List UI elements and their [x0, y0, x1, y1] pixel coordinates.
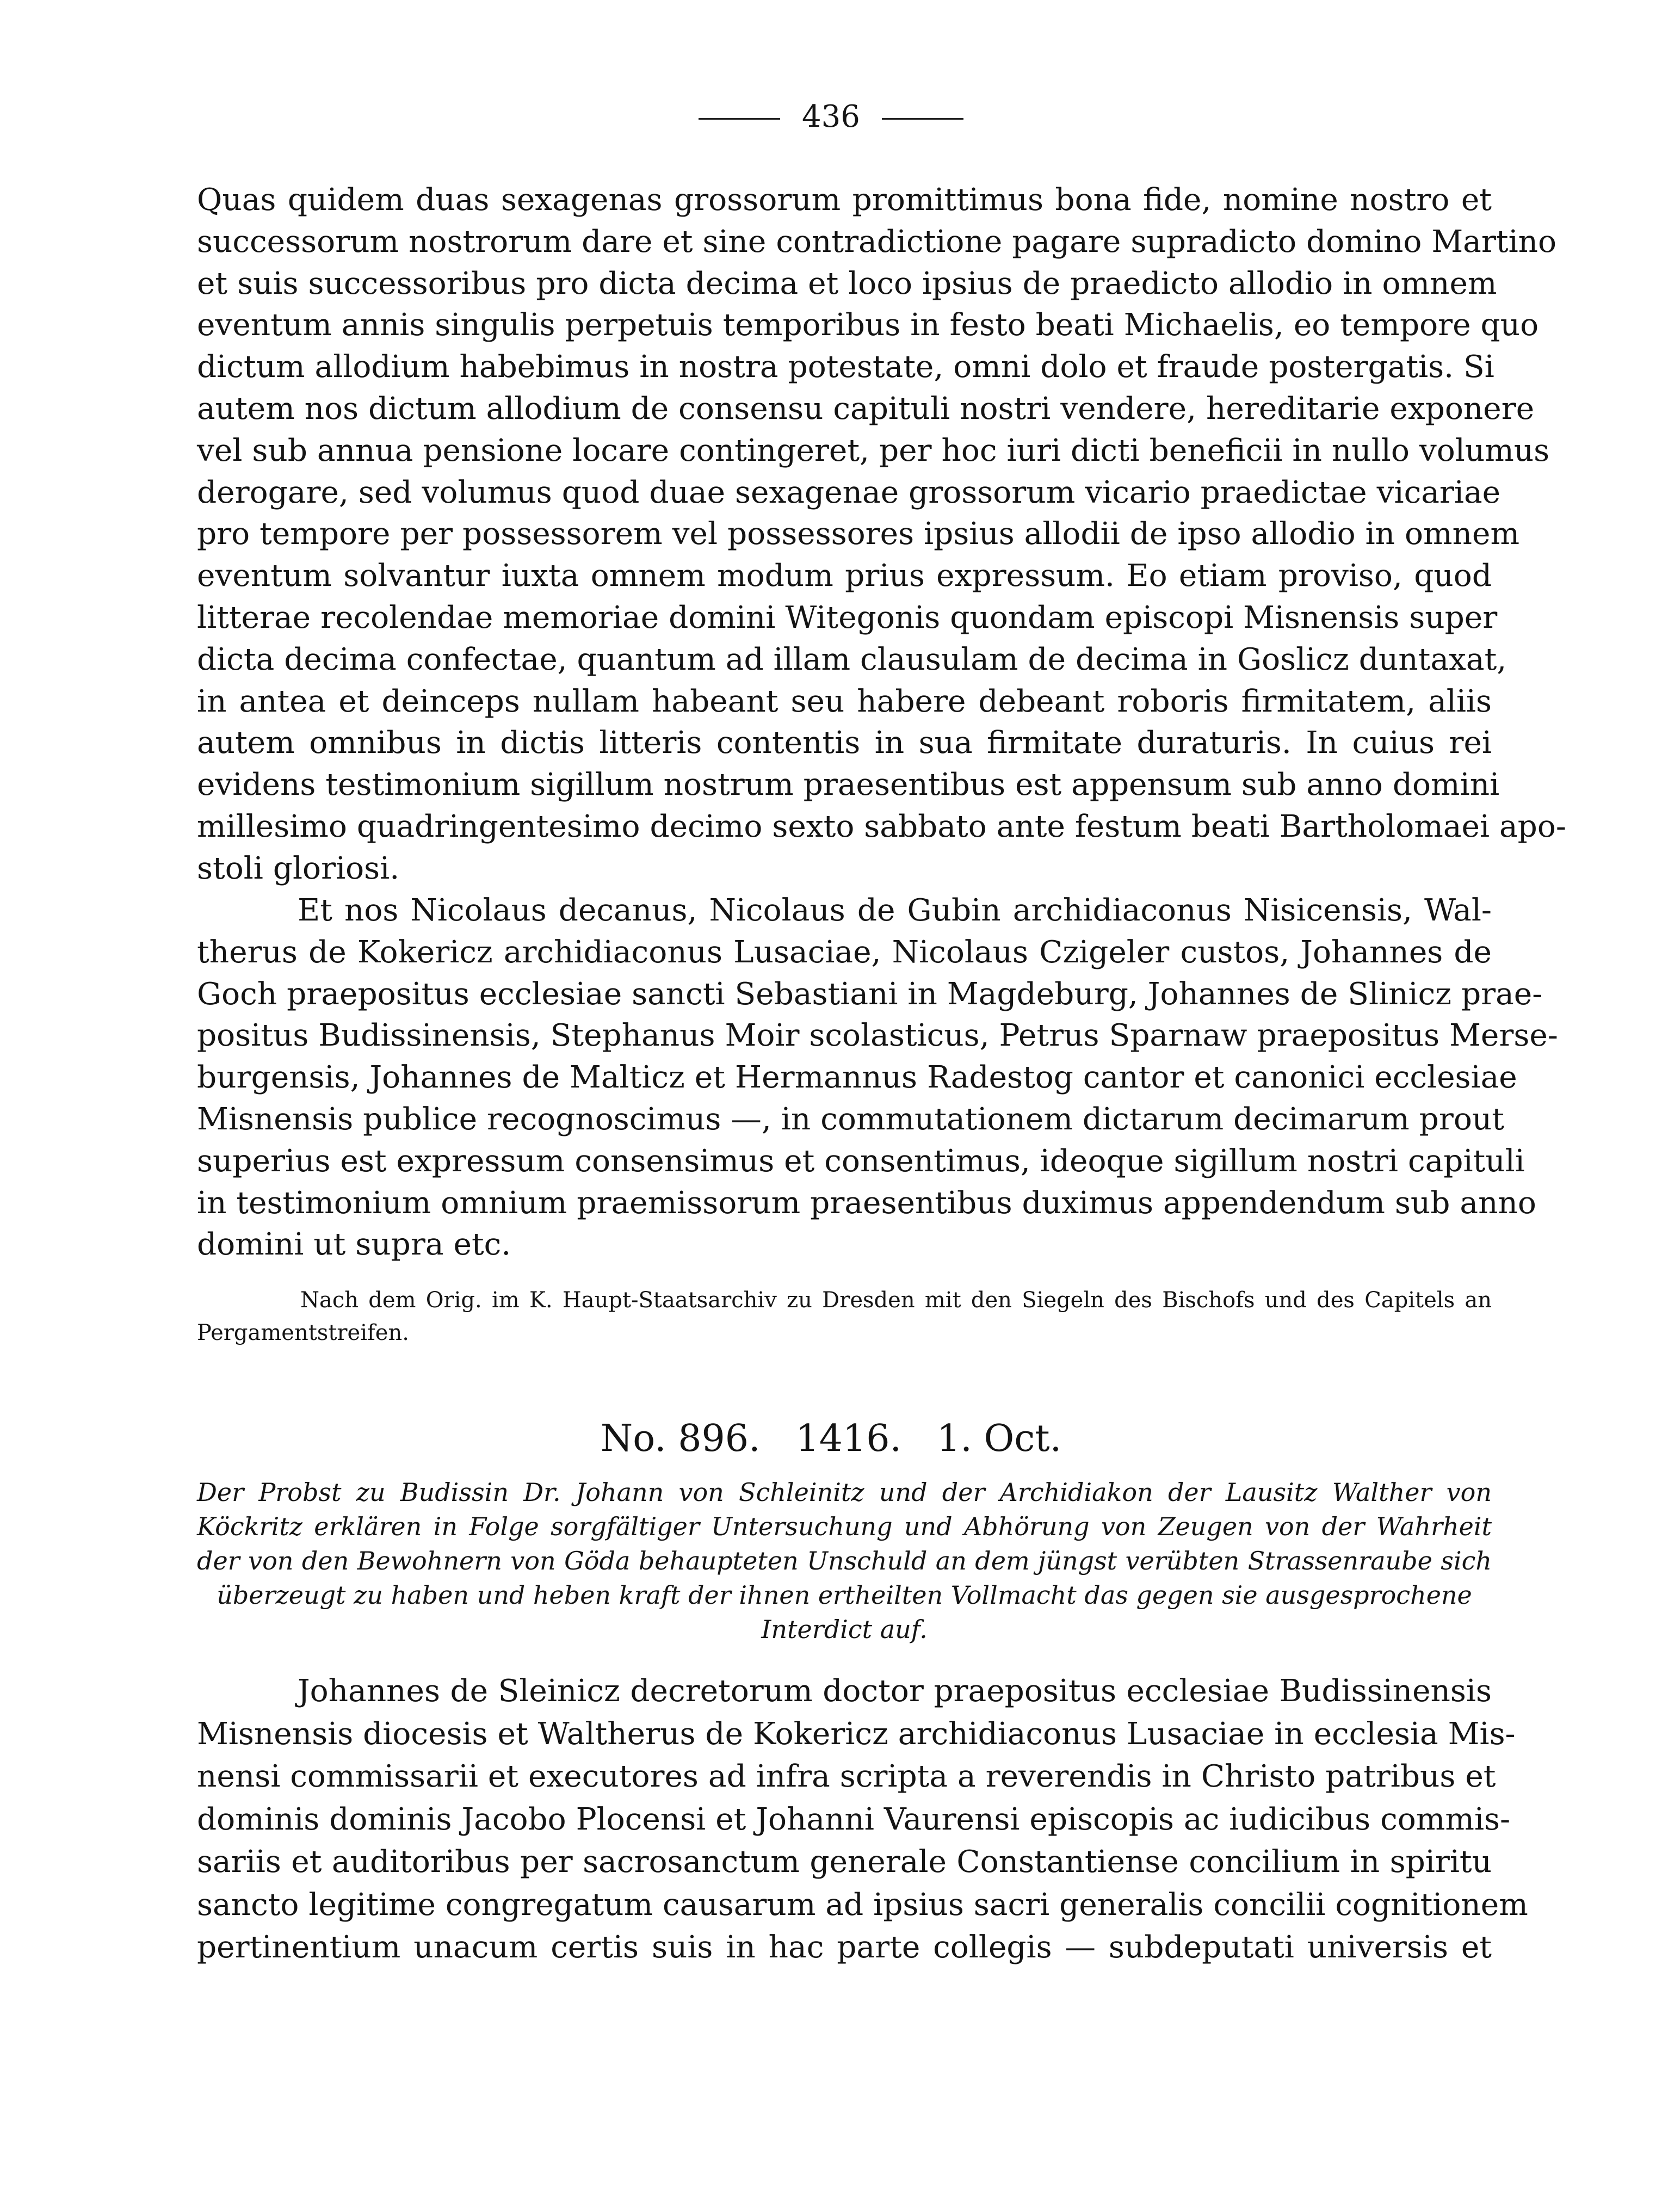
text-line: et suis successoribus pro dicta decima et loco ipsius de praedicto allodio in omnem [197, 265, 1497, 301]
summary-line: der von den Bewohnern von Göda behaupteten Unschuld an dem jüngst verübten Strassenraube sich [197, 1546, 1492, 1575]
text-line: Misnensis publice recognoscimus —, in commutationem dictarum decimarum prout [197, 1101, 1504, 1137]
text-line: eventum annis singulis perpetuis temporibus in festo beati Michaelis, eo tempore quo [197, 307, 1539, 343]
text-line: dominis dominis Jacobo Plocensi et Johanni Vaurensi episcopis ac iudicibus commis- [197, 1801, 1511, 1837]
header-rule-left [699, 118, 780, 120]
text-line: autem nos dictum allodium de consensu capituli nostri vendere, hereditarie exponere [197, 391, 1535, 427]
text-line: domini ut supra etc. [197, 1227, 511, 1263]
text-line: litterae recolendae memoriae domini Witegonis quondam episcopi Misnensis super [197, 600, 1498, 635]
summary-line: Köckritz erklären in Folge sorgfältiger Untersuchung und Abhörung von Zeugen von der Wahrheit [197, 1512, 1492, 1541]
text-line: superius est expressum consensimus et consentimus, ideoque sigillum nostri capituli [197, 1143, 1525, 1179]
text-line: sariis et auditoribus per sacrosanctum generale Constantiense concilium in spiritu [197, 1844, 1492, 1880]
text-line: Et nos Nicolaus decanus, Nicolaus de Gubin archidiaconus Nisicensis, Wal- [298, 893, 1492, 928]
source-note [197, 1284, 1492, 1349]
text-line: in testimonium omnium praemissorum praesentibus duximus appendendum sub anno [197, 1185, 1536, 1221]
text-line: stoli gloriosi. [197, 850, 400, 886]
summary-line: Der Probst zu Budissin Dr. Johann von Schleinitz und der Archidiakon der Lausitz Walther von [197, 1478, 1492, 1507]
header-rule-right [882, 118, 963, 120]
note-line: Nach dem Orig. im K. Haupt-Staatsarchiv zu Dresden mit den Siegeln des Bischofs und des Capitels an [300, 1288, 1492, 1313]
text-line: in antea et deinceps nullam habeant seu habere debeant roboris firmitatem, aliis [197, 683, 1492, 719]
text-line: positus Budissinensis, Stephanus Moir scolasticus, Petrus Sparnaw praepositus Merse- [197, 1018, 1558, 1054]
text-line: dicta decima confectae, quantum ad illam clausulam de decima in Goslicz duntaxat, [197, 641, 1507, 677]
page-header [0, 98, 1662, 136]
summary-line: Interdict auf. [761, 1615, 928, 1644]
text-line: sancto legitime congregatum causarum ad ipsius sacri generalis concilii cognitionem [197, 1887, 1528, 1923]
text-line: eventum solvantur iuxta omnem modum prius expressum. Eo etiam proviso, quod [197, 558, 1492, 594]
text-line: derogare, sed volumus quod duae sexagenae grossorum vicario praedictae vicariae [197, 474, 1501, 510]
text-line: vel sub annua pensione locare contingeret, per hoc iuri dicti beneficii in nullo volumus [197, 432, 1550, 468]
document-summary [197, 1475, 1492, 1647]
summary-line: überzeugt zu haben und heben kraft der ihnen ertheilten Vollmacht das gegen sie ausgesprochene [217, 1580, 1472, 1610]
text-line: burgensis, Johannes de Malticz et Hermannus Radestog cantor et canonici ecclesiae [197, 1060, 1517, 1096]
chapter-consent-text [197, 890, 1558, 1266]
text-line: millesimo quadringentesimo decimo sexto sabbato ante festum beati Bartholomaei apo- [197, 808, 1566, 844]
text-line: Misnensis diocesis et Waltherus de Kokericz archidiaconus Lusaciae in ecclesia Mis- [197, 1716, 1516, 1752]
text-line: Johannes de Sleinicz decretorum doctor praepositus ecclesiae Budissinensis [298, 1673, 1492, 1709]
text-line: dictum allodium habebimus in nostra potestate, omni dolo et fraude postergatis. Si [197, 349, 1494, 385]
document-heading: No. 896. 1416. 1. Oct. [600, 1417, 1062, 1460]
text-line: autem omnibus in dictis litteris contentis in sua firmitate duraturis. In cuius rei [197, 725, 1492, 761]
text-line: evidens testimonium sigillum nostrum praesentibus est appensum sub anno domini [197, 767, 1500, 803]
body-text [197, 1670, 1528, 1969]
charter-continued-text [197, 180, 1566, 890]
text-line: therus de Kokericz archidiaconus Lusaciae, Nicolaus Czigeler custos, Johannes de [197, 934, 1492, 970]
text-line: nensi commissarii et executores ad infra scripta a reverendis in Christo patribus et [197, 1759, 1496, 1794]
text-line: Quas quidem duas sexagenas grossorum promittimus bona fide, nomine nostro et [197, 182, 1492, 218]
text-line: pertinentium unacum certis suis in hac parte collegis — subdeputati universis et [197, 1930, 1492, 1965]
text-line: successorum nostrorum dare et sine contradictione pagare supradicto domino Martino [197, 224, 1557, 259]
note-line: Pergamentstreifen. [197, 1320, 409, 1345]
text-line: pro tempore per possessorem vel possessores ipsius allodii de ipso allodio in omnem [197, 516, 1520, 552]
page-number: 436 [802, 99, 860, 134]
text-line: Goch praepositus ecclesiae sancti Sebastiani in Magdeburg, Johannes de Slinicz prae- [197, 976, 1543, 1012]
